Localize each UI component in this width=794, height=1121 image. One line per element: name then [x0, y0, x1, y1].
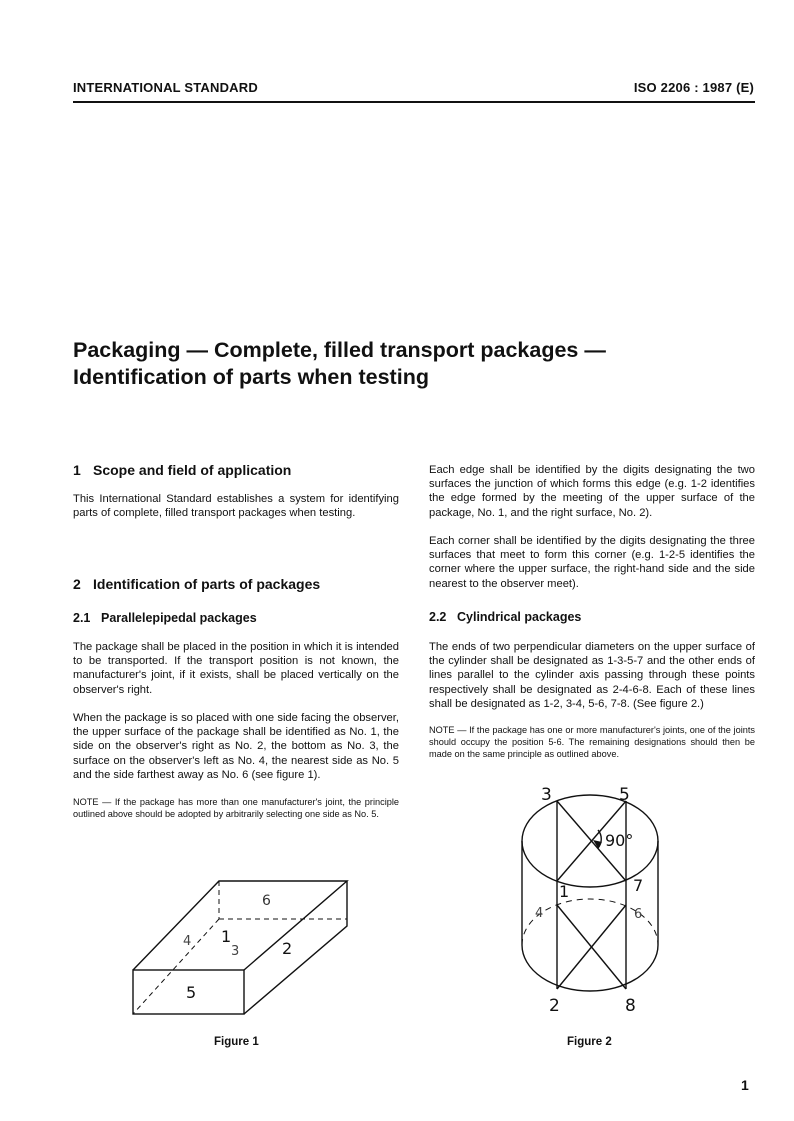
section-2-2-para-1: The ends of two perpendicular diameters on the upper surface of the cylinder shall be designated as 1-3-5-7 and the other ends of lines parallel to the cylinder axis passing through these points respectively shall be designated as 2-4-6-8. Each of these lines shall be designated as 1-2, 3-4, 5-6, 7-8. (See figure 2.) — [429, 641, 755, 710]
section-2-1-note: NOTE — If the package has more than one manufacturer's joint, the principle outlined above should be adopted by arbitrarily selecting one side as No. 5. — [73, 797, 399, 819]
section-2-1-title: Parallelepipedal packages — [101, 611, 257, 625]
label-4: 4 — [535, 906, 544, 921]
label-6: 6 — [634, 907, 643, 922]
section-2-1-para-2: When the package is so placed with one side facing the observer, the upper surface of the package shall be identified as No. 1, the side on the observer's right as No. 2, the bottom as No. 3, the surface on the observer's left as No. 4, the nearest side as No. 5 and the side farthest away as No. 6 (see figure 1). — [73, 712, 399, 781]
section-2-2-number: 2.2 — [429, 610, 447, 624]
section-1-title: Scope and field of application — [93, 462, 292, 478]
label-2: 2 — [282, 939, 293, 958]
label-5: 5 — [619, 785, 630, 805]
label-5: 5 — [186, 983, 197, 1002]
label-1: 1 — [221, 927, 232, 946]
section-2-1-para-1: The package shall be placed in the position in which it is intended to be transported. If the transport position is not known, the manufacturer's joint, if it exists, shall be placed vertically on the observer's right. — [73, 641, 399, 696]
label-90-degrees: 90° — [605, 831, 634, 850]
label-7: 7 — [633, 876, 644, 895]
top-ellipse — [522, 795, 658, 887]
bottom-front-arc — [522, 945, 658, 991]
label-1: 1 — [559, 882, 570, 901]
label-8: 8 — [625, 996, 636, 1016]
header-left: INTERNATIONAL STANDARD — [73, 80, 258, 95]
page-number: 1 — [741, 1077, 749, 1093]
title-line-2: Identification of parts when testing — [73, 365, 429, 389]
label-2: 2 — [549, 996, 560, 1016]
title-line-1: Packaging — Complete, filled transport packages — — [73, 338, 606, 362]
edges-paragraph: Each edge shall be identified by the digits designating the two surfaces the junction of which forms this edge (e.g. 1-2 identifies the edge formed by the meeting of the upper surface of the package, No. 1, and the right surface, No. 2). — [429, 464, 755, 519]
section-1-text: This International Standard establishes a system for identifying parts of complete, filled transport packages when testing. — [73, 493, 399, 520]
section-2-2-title: Cylindrical packages — [457, 610, 582, 624]
label-3: 3 — [541, 785, 552, 805]
section-2-title: Identification of parts of packages — [93, 576, 321, 592]
label-4: 4 — [183, 934, 192, 949]
label-6: 6 — [262, 893, 271, 909]
section-2-1-number: 2.1 — [73, 611, 91, 625]
corners-paragraph: Each corner shall be identified by the digits designating the three surfaces that meet to form this corner (e.g. 1-2-5 identifies the corner where the upper surface, the right-hand side and the side nearest to the observer meet). — [429, 535, 755, 590]
label-3: 3 — [231, 944, 240, 959]
figure-1-caption: Figure 1 — [214, 1036, 259, 1048]
section-1-number: 1 — [73, 462, 81, 478]
section-2-number: 2 — [73, 576, 81, 592]
section-2-2-note: NOTE — If the package has one or more manufacturer's joints, one of the joints should occupy the position 5-6. The remaining designations should then be made on the same principle as outlined above. — [429, 725, 755, 759]
header-right: ISO 2206 : 1987 (E) — [633, 80, 754, 95]
figure-2-caption: Figure 2 — [567, 1036, 612, 1048]
